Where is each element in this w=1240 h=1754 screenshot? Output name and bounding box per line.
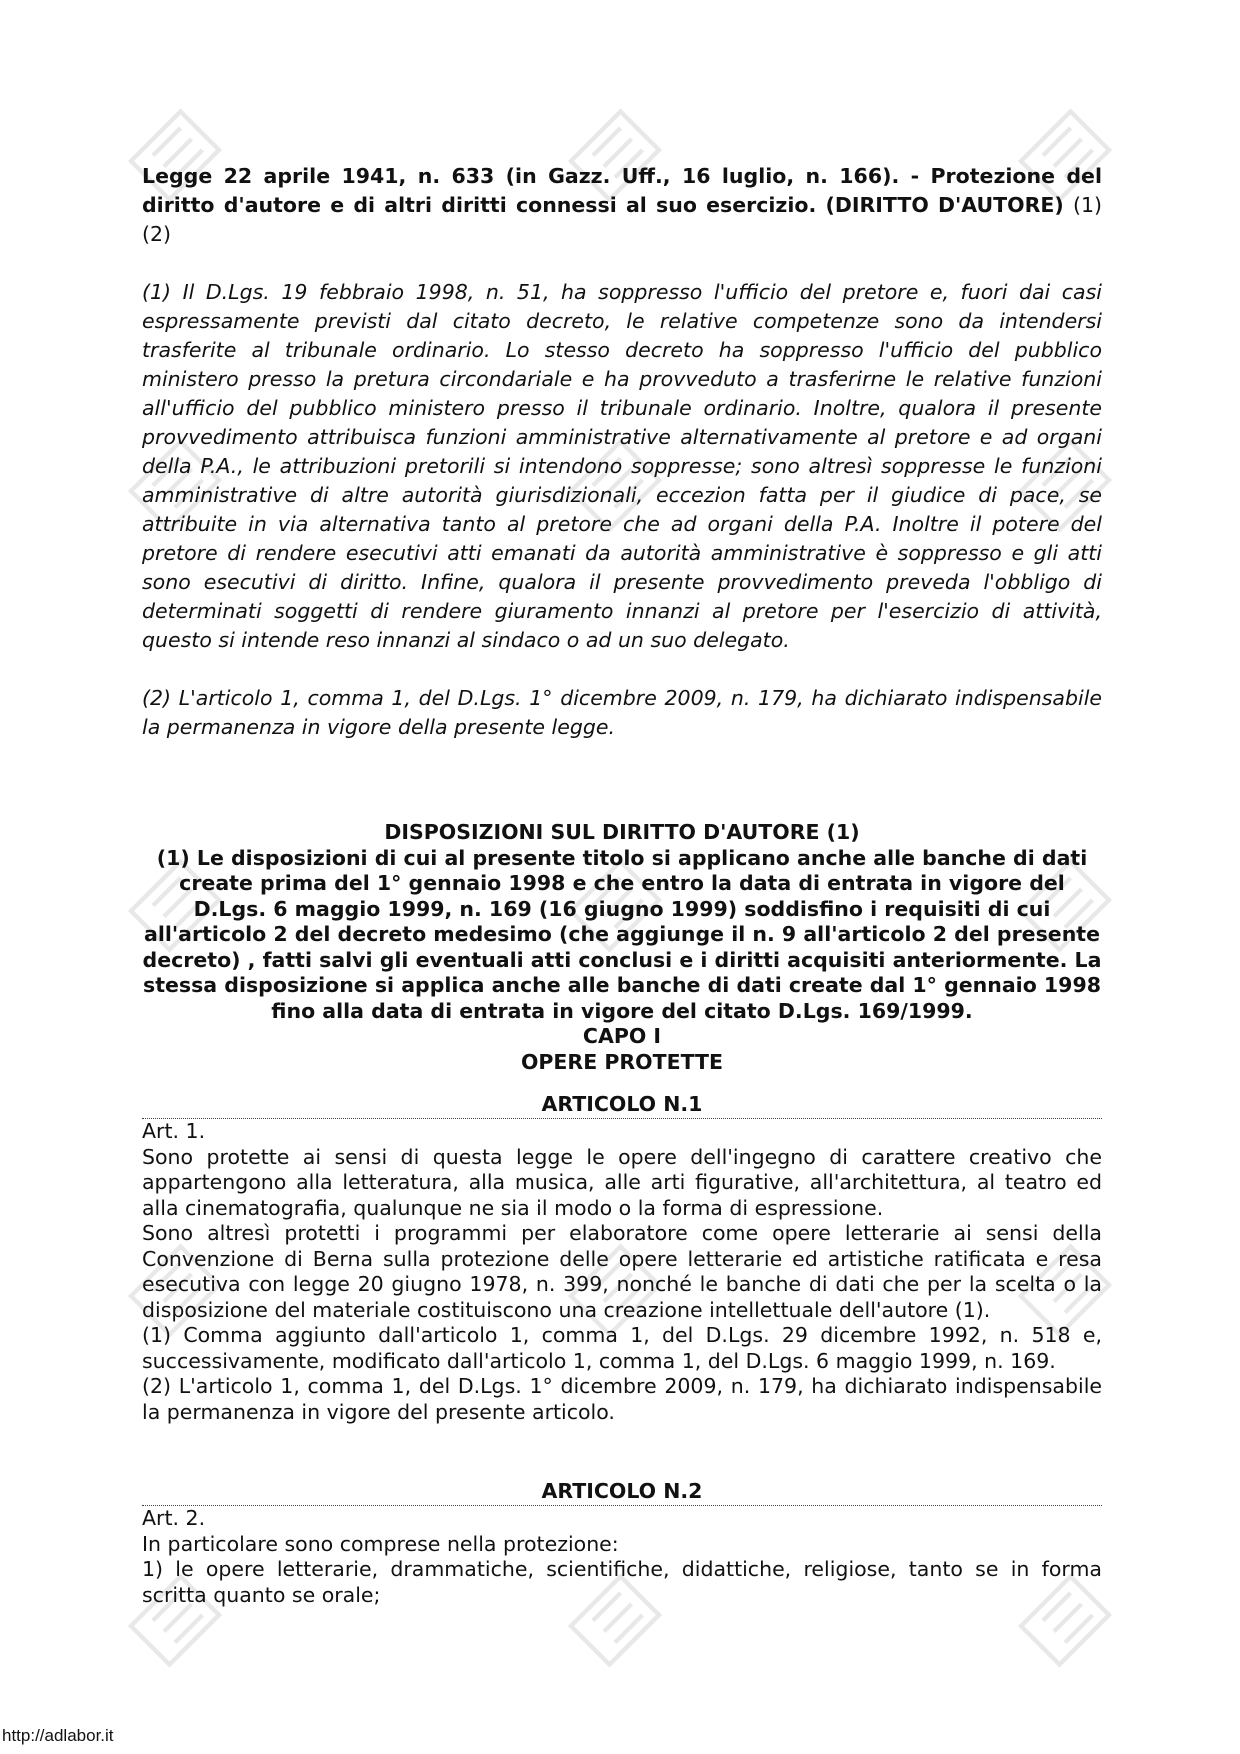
section-heading: DISPOSIZIONI SUL DIRITTO D'AUTORE (1) [384, 820, 860, 844]
document-body [142, 162, 1102, 1608]
section-header [142, 820, 1102, 1091]
section-note: (1) Le disposizioni di cui al presente titolo si applicano anche alle banche di dati create prima del 1° gennaio 1998 e che entro la data di entrata in vigore del D.Lgs. 6 maggio 1999, n. 169 (16 giugno 1999) soddisfino i requisiti di cui all'articolo 2 del decreto medesimo (che aggiunge il n. 9 all'articolo 2 del presente decreto) , fatti salvi gli eventuali atti conclusi e i diritti acquisiti anteriormente. La stessa disposizione si applica anche alle banche di dati create dal 1° gennaio 1998 fino alla data di entrata in vigore del citato D.Lgs. 169/1999. [142, 845, 1102, 1023]
capo-title: OPERE PROTETTE [520, 1049, 724, 1074]
article-paragraph: (1) Comma aggiunto dall'articolo 1, comma 1, del D.Lgs. 29 dicembre 1992, n. 518 e, successivamente, modificato dall'articolo 1, comma 1, del D.Lgs. 6 maggio 1999, n. 169. [142, 1323, 1102, 1373]
document-title-refs: (1) (2) [142, 193, 1103, 246]
article-paragraph: (2) L'articolo 1, comma 1, del D.Lgs. 1° dicembre 2009, n. 179, ha dichiarato indispensabile la permanenza in vigore del presente articolo. [142, 1374, 1102, 1424]
article-heading: ARTICOLO N.2 [142, 1478, 1102, 1506]
article-heading: ARTICOLO N.1 [142, 1091, 1102, 1119]
footnote-2: (2) L'articolo 1, comma 1, del D.Lgs. 1° dicembre 2009, n. 179, ha dichiarato indispensabile la permanenza in vigore della presente legge. [142, 686, 1102, 739]
document-title-text: Legge 22 aprile 1941, n. 633 (in Gazz. Uff., 16 luglio, n. 166). - Protezione del diritto d'autore e di altri diritti connessi al suo esercizio. (DIRITTO D'AUTORE) [142, 164, 1102, 217]
article-paragraph: Sono altresì protetti i programmi per elaboratore come opere letterarie ai sensi della Convenzione di Berna sulla protezione delle opere letterarie ed artistiche ratificata e resa esecutiva con legge 20 giugno 1978, n. 399, nonché le banche di dati che per la scelta o la disposizione del materiale costituiscono una creazione intellettuale dell'autore (1). [142, 1221, 1102, 1322]
article-label: Art. 2. [142, 1506, 206, 1530]
capo-label: CAPO I [582, 1024, 662, 1048]
article-1 [142, 1091, 1102, 1425]
footnote-1: (1) Il D.Lgs. 19 febbraio 1998, n. 51, ha soppresso l'ufficio del pretore e, fuori dai casi espressamente previsti dal citato decreto, le relative competenze sono da intendersi trasferite al tribunale ordinario. Lo stesso decreto ha soppresso l'ufficio del pubblico ministero presso la pretura circondariale e ha provveduto a trasferirne le relative funzioni all'ufficio del pubblico ministero presso il tribunale ordinario. Inoltre, qualora il presente provvedimento attribuisca funzioni amministrative alternativamente al pretore e ad organi della P.A., le attribuzioni pretorili si intendono soppresse; sono altresì soppresse le funzioni amministrative di altre autorità giurisdizionali, eccezion fatta per il giudice di pace, se attribuite in via alternativa tanto al pretore che ad organi della P.A. Inoltre il potere del pretore di rendere esecutivi atti emanati da autorità amministrative è soppresso e gli atti sono esecutivi di diritto. Infine, qualora il presente provvedimento preveda l'obbligo di determinati soggetti di rendere giuramento innanzi al pretore per l'esercizio di attività, questo si intende reso innanzi al sindaco o ad un suo delegato. [142, 280, 1102, 652]
article-label: Art. 1. [142, 1119, 206, 1143]
article-paragraph: Sono protette ai sensi di questa legge le opere dell'ingegno di carattere creativo che appartengono alla letteratura, alla musica, alle arti figurative, all'architettura, al teatro ed alla cinematografia, qualunque ne sia il modo o la forma di espressione. [142, 1144, 1102, 1220]
document-title [142, 162, 1102, 249]
article-2 [142, 1478, 1102, 1608]
article-paragraph: In particolare sono comprese nella protezione: [142, 1531, 619, 1556]
article-paragraph: 1) le opere letterarie, drammatiche, scientifiche, didattiche, religiose, tanto se in forma scritta quanto se orale; [142, 1557, 1102, 1607]
footer-url[interactable]: http://adlabor.it [2, 1726, 114, 1745]
